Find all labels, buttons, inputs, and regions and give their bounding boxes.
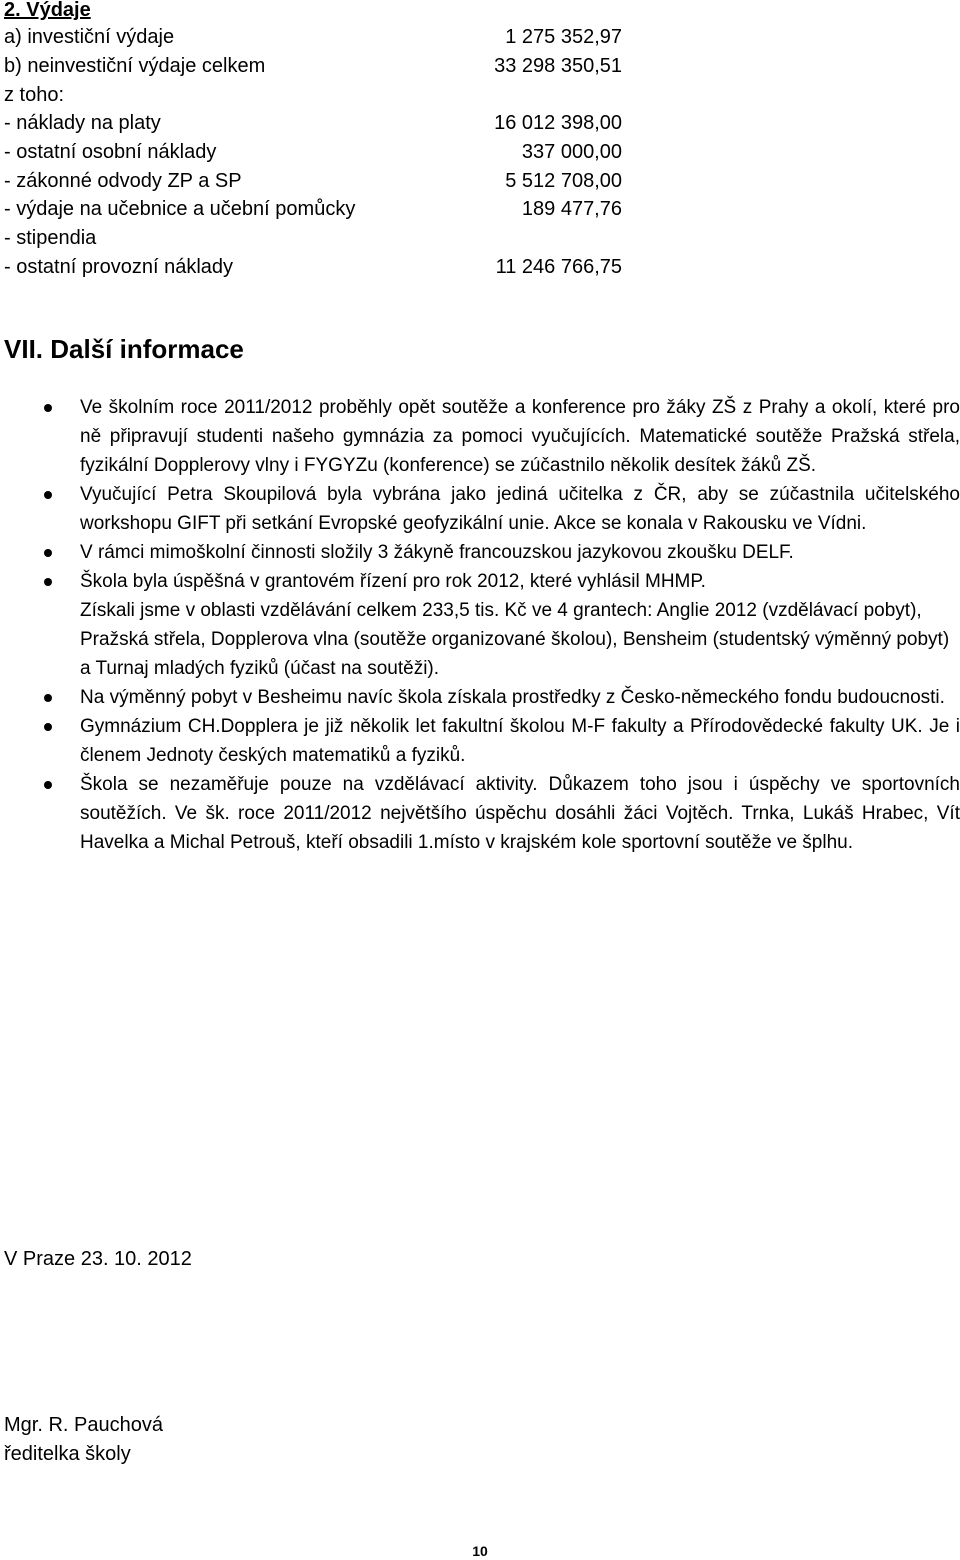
- list-item: [0, 393, 960, 480]
- signature-name: Mgr. R. Pauchová: [4, 1414, 163, 1436]
- bullet-icon: [44, 549, 52, 557]
- expense-label: - výdaje na učebnice a učební pomůcky: [4, 198, 356, 220]
- bullet-icon: [44, 723, 52, 731]
- list-item-text: Gymnázium CH.Dopplera je již několik let fakultní školou M-F fakulty a Přírodovědecké fakulty UK. Je i členem Jednoty českých matematiků a fyziků.: [80, 716, 960, 766]
- bullet-icon: [44, 694, 52, 702]
- expense-value: 33 298 350,51: [494, 55, 622, 77]
- expense-value: 337 000,00: [521, 141, 622, 163]
- bullet-icon: [44, 578, 52, 586]
- expense-label: - stipendia: [4, 227, 97, 249]
- list-item-text: Škola se nezaměřuje pouze na vzdělávací aktivity. Důkazem toho jsou i úspěchy ve sportovních soutěžích. Ve šk. roce 2011/2012 největšího úspěchu dosáhli žáci Vojtěch. Trnka, Lukáš Hrabec, Vít Havelka a Michal Petrouš, kteří obsadili 1.místo v krajském kole sportovní soutěže ve šplhu.: [80, 774, 960, 853]
- expense-label: z toho:: [4, 84, 65, 106]
- list-item-text: Na výměnný pobyt v Besheimu navíc škola získala prostředky z Česko-německého fondu budoucnosti.: [80, 687, 945, 708]
- expense-value: 16 012 398,00: [494, 112, 622, 134]
- list-item: [0, 770, 960, 857]
- expense-label: - ostatní osobní náklady: [4, 141, 217, 163]
- bullet-icon: [44, 404, 52, 412]
- expense-label: a) investiční výdaje: [4, 26, 175, 48]
- expense-value: 5 512 708,00: [505, 170, 622, 192]
- section-heading-text: Další informace: [50, 334, 244, 364]
- expenses-title: 2. Výdaje: [4, 0, 91, 21]
- section-number: VII.: [4, 334, 44, 364]
- list-item-text: V rámci mimoškolní činnosti složily 3 žákyně francouzskou jazykovou zkoušku DELF.: [80, 542, 794, 563]
- list-item: [0, 480, 960, 538]
- expense-value: 189 477,76: [521, 198, 622, 220]
- page-number: 10: [472, 1543, 488, 1559]
- expense-label: - ostatní provozní náklady: [4, 256, 234, 278]
- list-item-text: Získali jsme v oblasti vzdělávání celkem 233,5 tis. Kč ve 4 grantech: Anglie 2012 (vzdělávací pobyt), Pražská střela, Dopplerova vlna (soutěže organizované školou), Bensheim (studentský výměnný pobyt) a Turnaj mladých fyziků (účast na soutěži).: [80, 600, 950, 679]
- signature-role: ředitelka školy: [4, 1443, 131, 1465]
- list-item-text: Škola byla úspěšná v grantovém řízení pro rok 2012, které vyhlásil MHMP.: [80, 571, 706, 592]
- list-item: [0, 567, 960, 683]
- expense-value: 1 275 352,97: [505, 26, 622, 48]
- expense-label: - zákonné odvody ZP a SP: [4, 170, 242, 192]
- list-item-text: Ve školním roce 2011/2012 proběhly opět soutěže a konference pro žáky ZŠ z Prahy a okolí, které pro ně připravují studenti našeho gymnázia za pomoci vyučujících. Matematické soutěže Pražská střela, fyzikální Dopplerovy vlny i FYGYZu (konference) se zúčastnilo několik desítek žáků ZŠ.: [80, 397, 960, 476]
- list-item: [0, 712, 960, 770]
- list-item: [0, 683, 960, 712]
- info-list: [0, 393, 960, 857]
- list-item-text: Vyučující Petra Skoupilová byla vybrána jako jediná učitelka z ČR, aby se zúčastnila učitelského workshopu GIFT při setkání Evropské geofyzikální unie. Akce se konala v Rakousku ve Vídni.: [80, 484, 960, 534]
- bullet-icon: [44, 781, 52, 789]
- bullet-icon: [44, 491, 52, 499]
- date-line: V Praze 23. 10. 2012: [4, 1248, 192, 1270]
- list-item: [0, 538, 960, 567]
- expense-value: 11 246 766,75: [495, 256, 622, 278]
- expense-label: b) neinvestiční výdaje celkem: [4, 55, 266, 77]
- expense-label: - náklady na platy: [4, 112, 161, 134]
- section-heading: [4, 332, 244, 366]
